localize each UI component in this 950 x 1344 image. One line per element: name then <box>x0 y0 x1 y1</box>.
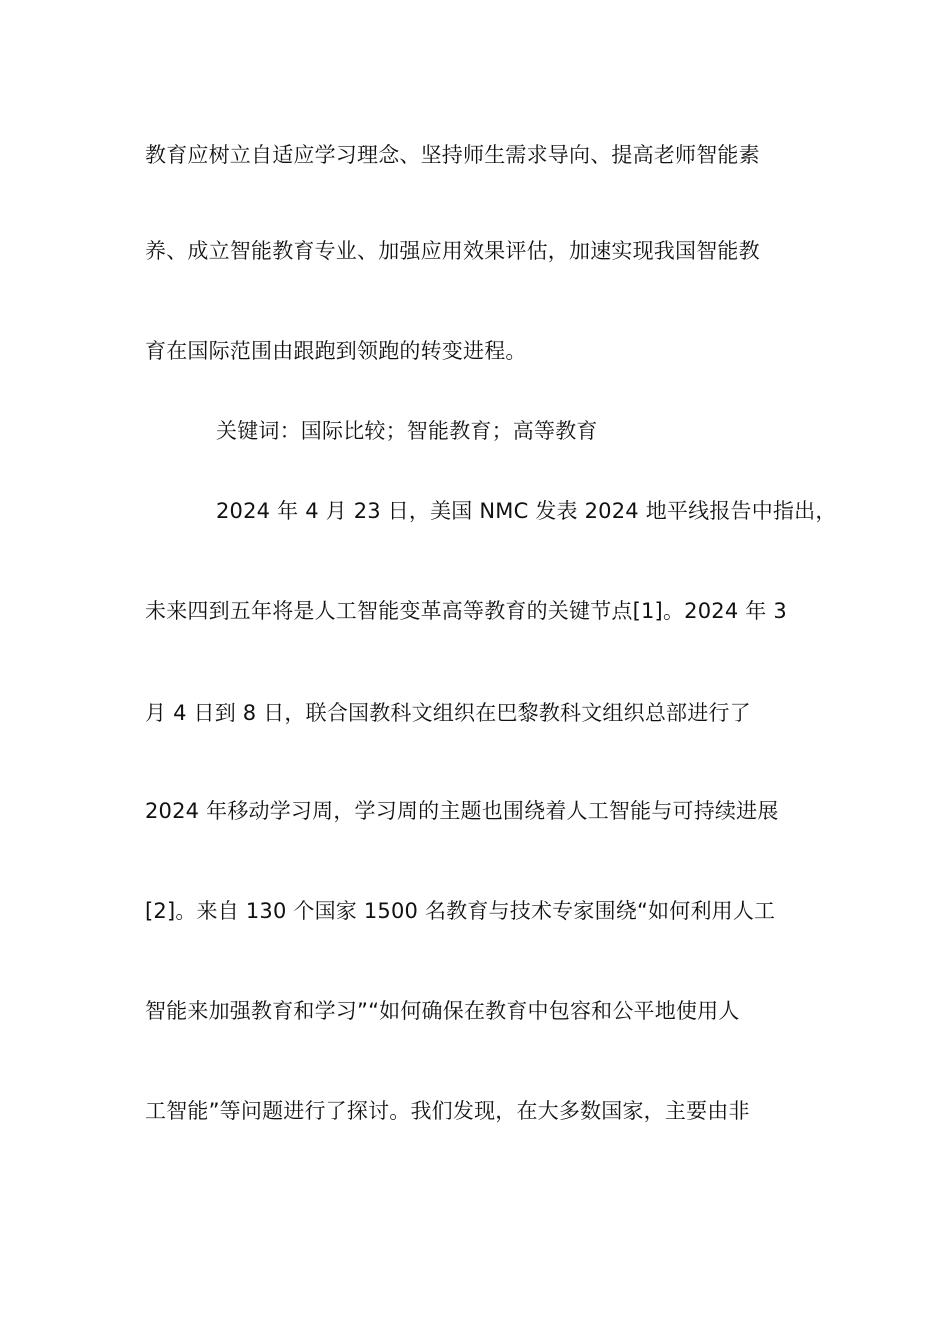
body-line-7: 工智能”等问题进行了探讨。我们发现，在大多数国家，主要由非 <box>145 1099 750 1123</box>
body-line-1: 2024 年 4 月 23 日，美国 NMC 发表 2024 地平线报告中指出， <box>216 499 837 523</box>
body-line-4: 2024 年移动学习周，学习周的主题也围绕着人工智能与可持续进展 <box>145 799 779 823</box>
body-line-3: 月 4 日到 8 日，联合国教科文组织在巴黎教科文组织总部进行了 <box>145 701 751 725</box>
body-line-5: [2]。来自 130 个国家 1500 名教育与技术专家围绕“如何利用人工 <box>145 899 776 923</box>
body-line-2: 未来四到五年将是人工智能变革高等教育的关键节点[1]。2024 年 3 <box>145 599 787 623</box>
body-line-6: 智能来加强教育和学习”“如何确保在教育中包容和公平地使用人 <box>145 999 740 1023</box>
abstract-line-3: 育在国际范围由跟跑到领跑的转变进程。 <box>145 339 527 363</box>
keywords-line: 关键词：国际比较；智能教育；高等教育 <box>216 419 598 443</box>
abstract-line-1: 教育应树立自适应学习理念、坚持师生需求导向、提高老师智能素 <box>145 143 760 167</box>
abstract-line-2: 养、成立智能教育专业、加强应用效果评估，加速实现我国智能教 <box>145 239 760 263</box>
